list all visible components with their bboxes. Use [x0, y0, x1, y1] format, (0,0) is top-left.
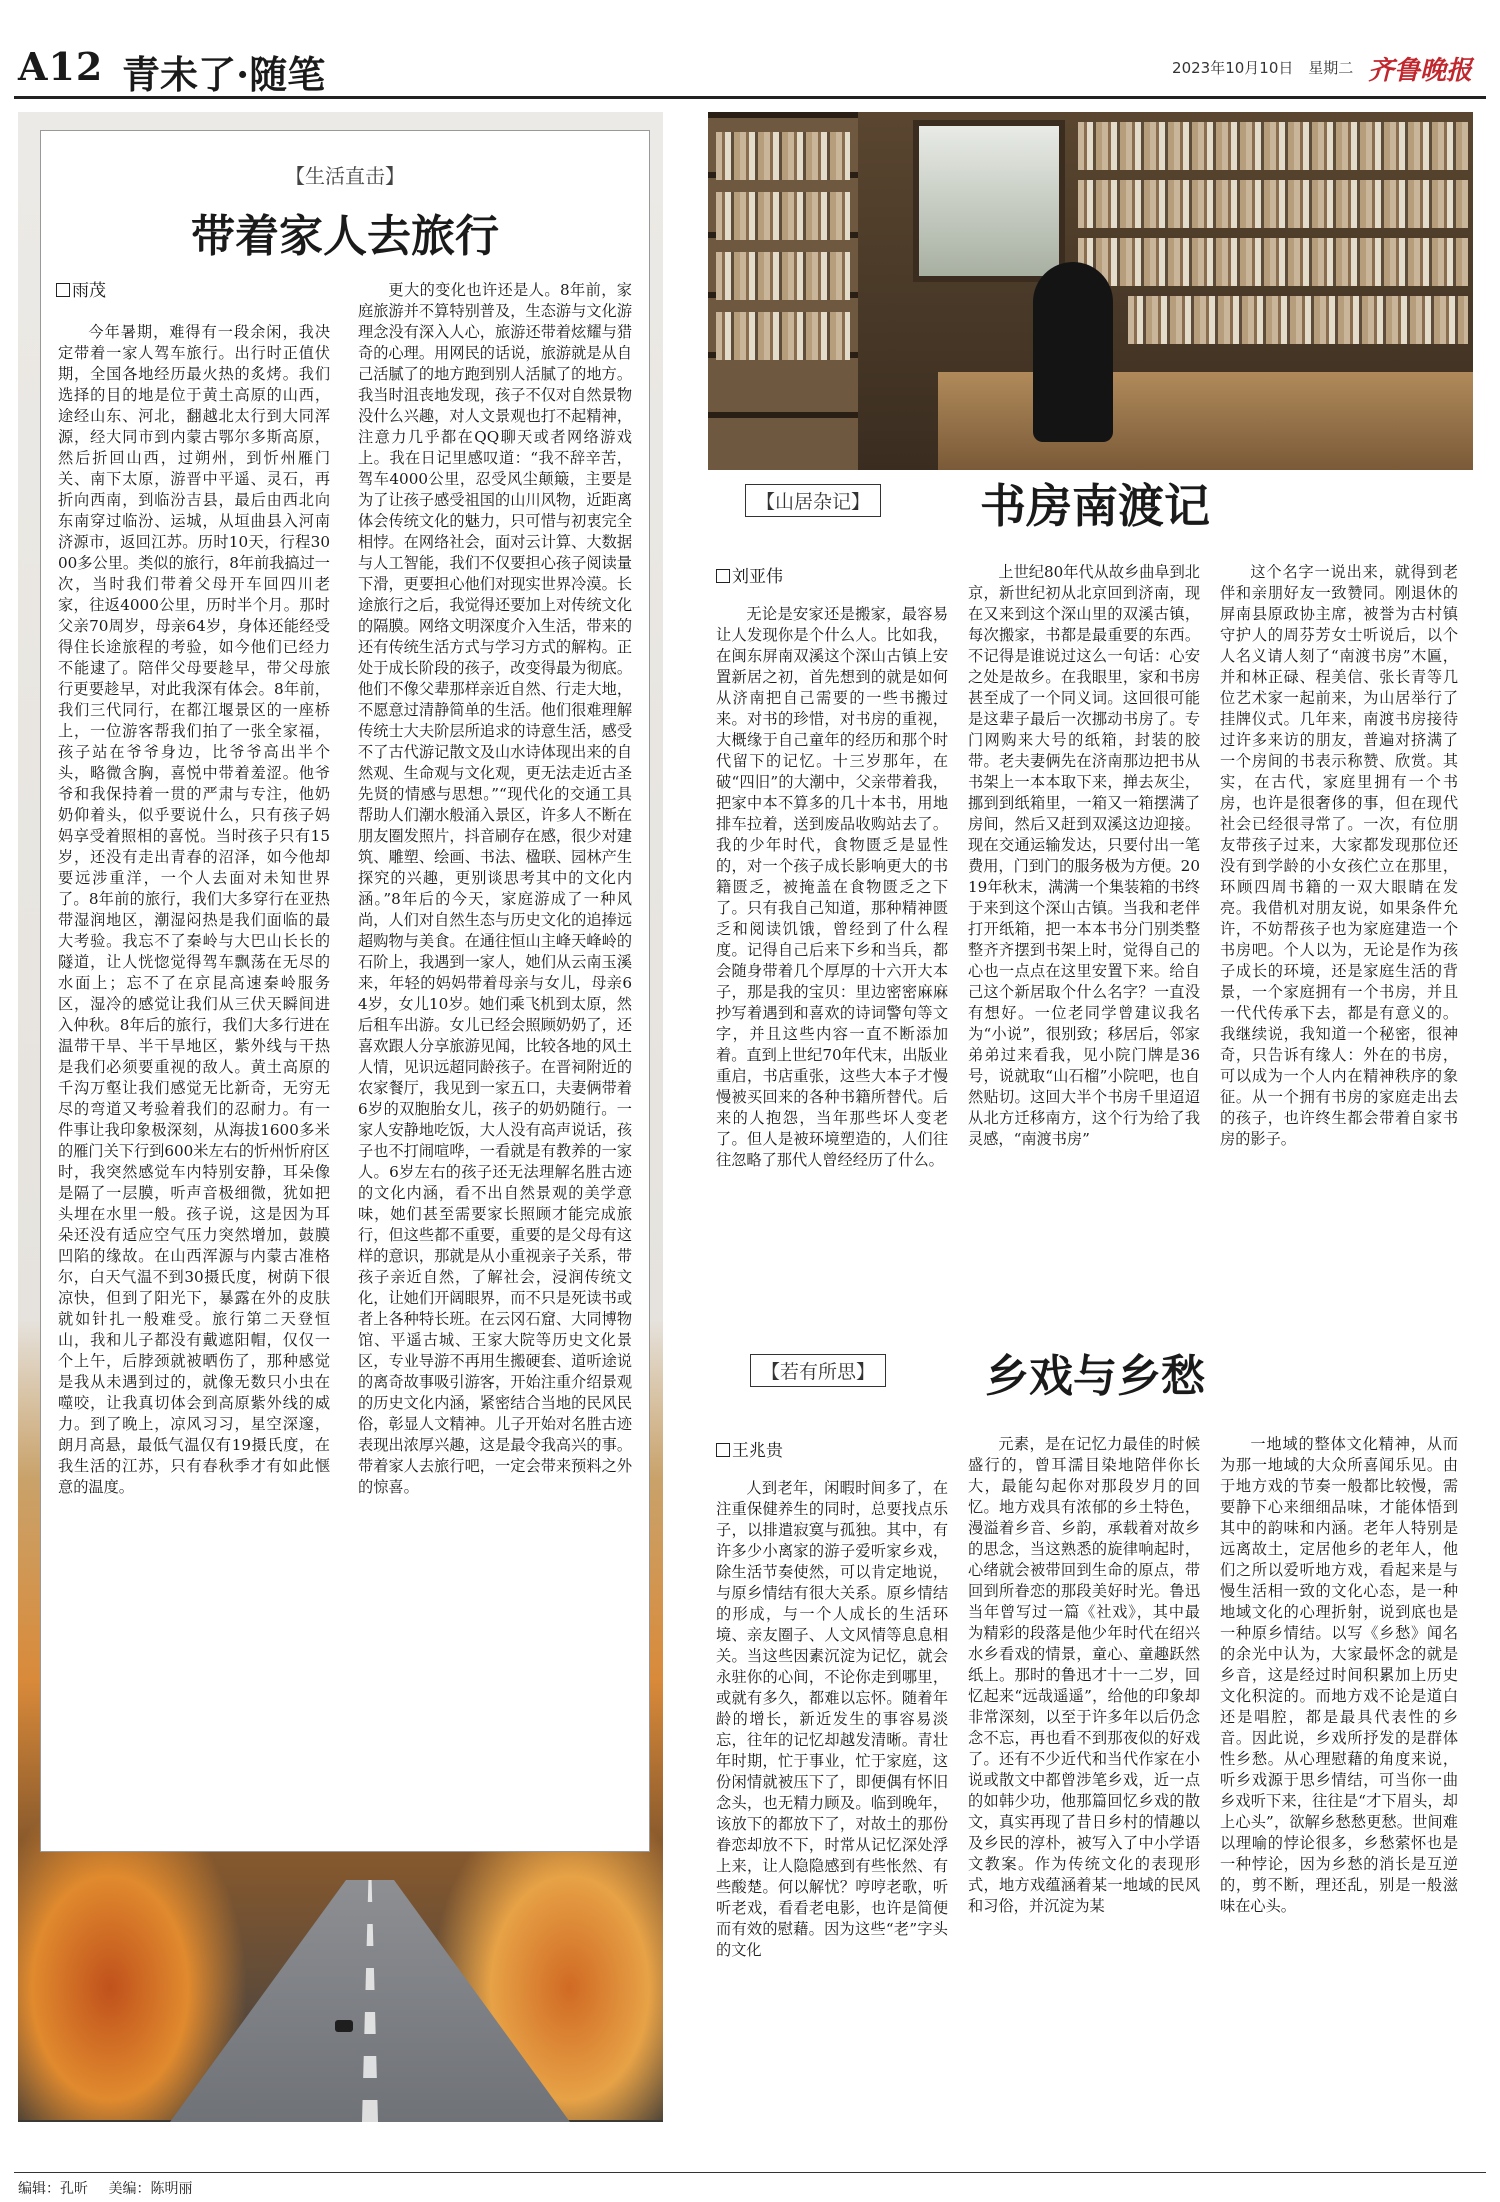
books-row — [1078, 238, 1468, 286]
window — [913, 120, 1065, 282]
article-travel-tag: 【生活直击】 — [285, 164, 405, 188]
car-image — [335, 2020, 353, 2032]
article-opera-tag-wrap — [750, 1354, 886, 1387]
books-row — [716, 132, 850, 180]
article-travel-column-1: 今年暑期，难得有一段余闲，我决定带着一家人驾车旅行。出行时正值伏期，全国各地经历最火热的炙烤。我们选择的目的地是位于黄土高原的山西，途经山东、河北，翻越北太行到大同浑源，经大同市到内蒙古鄂尔多斯高原，然后折回山西，过朔州，到忻州雁门关、南下太原，游晋中平遥、灵石，再折向西南，到临汾吉县，最后由西北向东南穿过临汾、运城，从垣曲县入河南济源市，返回江苏。历时10天，行程3000多公里。类似的旅行，8年前我搞过一次，当时我们带着父母开车回四川老家，往返4000公里，历时半个月。那时父亲70周岁，母亲64岁，身体还能经受得住长途旅程的考验，如今他们已经力不能逮了。陪伴父母要趁早，带父母旅行更要趁早，对此我深有体会。8年前，我们三代同行，在都江堰景区的一座桥上，一位游客帮我们拍了一张全家福，孩子站在爷爷身边，比爷爷高出半个头，略微含胸，喜悦中带着羞涩。他爷爷和我保持着一贯的严肃与专注，他奶奶仰着头，似乎要说什么，只有孩子妈妈享受着照相的喜悦。当时孩子只有15岁，还没有走出青春的沼泽，如今他却要远涉重洋，一个人去面对未知世界了。8年前的旅行，我们大多穿行在亚热带湿润地区，潮湿闷热是我们面临的最大考验。我忘不了秦岭与大巴山长长的隧道，让人恍惚觉得驾车飘荡在无尽的水面上；忘不了在京昆高速秦岭服务区，湿冷的感觉让我们从三伏天瞬间进入仲秋。8年后的旅行，我们大多行进在温带干旱、半干旱地区，紫外线与干热是我们必须要重视的敌人。黄土高原的千沟万壑让我们感觉无比新奇，无穷无尽的弯道又考验着我们的忍耐力。有一件事让我印象极深刻，从海拔1600多米的雁门关下行到600米左右的忻州忻府区时，我突然感觉车内特别安静，耳朵像是隔了一层膜，听声音极细微，犹如把头埋在水里一般。孩子说，这是因为耳朵还没有适应空气压力突然增加，鼓膜凹陷的缘故。在山西浑源与内蒙古准格尔，白天气温不到30摄氏度，树荫下很凉快，但到了阳光下，暴露在外的皮肤就如针扎一般难受。旅行第二天登恒山，我和儿子都没有戴遮阳帽，仅仅一个上午，后脖颈就被晒伤了，那种感觉是我从未遇到过的，就像无数只小虫在噬咬，让我真切体会到高原紫外线的威力。到了晚上，凉风习习，星空深邃，朗月高悬，最低气温仅有19摄氏度，在我生活的江苏，只有春秋季才有如此惬意的温度。 — [58, 323, 330, 1496]
section-title: 青未了·随笔 — [122, 52, 326, 97]
footer-credits — [18, 2178, 192, 2198]
wooden-desk — [938, 372, 1473, 470]
article-opera-column-3: 一地域的整体文化精神，从而为那一地域的大众所喜闻乐见。由于地方戏的节奏一般都比较慢，需要静下心来细细品味，才能体悟到其中的韵味和内涵。老年人特别是远离故土，定居他乡的老年人，他们之所以爱听地方戏，看起来是与慢生活相一致的文化心态，是一种地域文化的心理折射，说到底也是一种原乡情结。以写《乡愁》闻名的余光中认为，大家最怀念的就是乡音，这是经过时间积累加上历史文化积淀的。而地方戏不论是道白还是唱腔，都是最具代表性的乡音。因此说，乡戏所抒发的是群体性乡愁。从心理慰藉的角度来说，听乡戏源于思乡情结，可当你一曲乡戏听下来，往往是“才下眉头，却上心头”，欲解乡愁愁更愁。世间难以理喻的悖论很多，乡愁萦怀也是一种悖论，因为乡愁的消长是互逆的，剪不断，理还乱，别是一般滋味在心头。 — [1220, 1435, 1458, 1915]
article-opera-column-2: 元素，是在记忆力最佳的时候盛行的，曾耳濡目染地陪伴你长大，最能勾起你对那段岁月的回忆。地方戏具有浓郁的乡土特色，漫溢着乡音、乡韵，承载着对故乡的思念，当这熟悉的旋律响起时，心绪就会被带回到生命的原点，带回到所眷恋的那段美好时光。鲁迅当年曾写过一篇《社戏》，其中最为精彩的段落是他少年时代在绍兴水乡看戏的情景，童心、童趣跃然纸上。那时的鲁迅才十一二岁，回忆起来“远哉遥遥”，给他的印象却非常深刻，以至于许多年以后仍念念不忘，再也看不到那夜似的好戏了。还有不少近代和当代作家在小说或散文中都曾涉笔乡戏，近一点的如韩少功，他那篇回忆乡戏的散文，真实再现了昔日乡村的情趣以及乡民的淳朴，被写入了中小学语文教案。作为传统文化的表现形式，地方戏蕴涵着某一地域的民风和习俗，并沉淀为某 — [968, 1435, 1200, 1915]
byline-box-icon — [716, 569, 730, 583]
article-opera-tag: 【若有所思】 — [750, 1354, 886, 1387]
books-row — [1078, 122, 1468, 170]
masthead-info — [1172, 50, 1472, 87]
article-opera-column-1: 人到老年，闲暇时间多了，在注重保健养生的同时，总要找点乐子，以排遣寂寞与孤独。其中，有许多少小离家的游子爱听家乡戏，除生活节奏使然，可以肯定地说，与原乡情结有很大关系。原乡情结的形成，与一个人成长的生活环境、亲友圈子、人文风情等息息相关。当这些因素沉淀为记忆，就会永驻你的心间，不论你走到哪里，或就有多久，都难以忘怀。随着年龄的增长，新近发生的事容易淡忘，往年的记忆却越发清晰。青壮年时期，忙于事业，忙于家庭，这份闲情就被压下了，即便偶有怀旧念头，也无精力顾及。临到晚年，该放下的都放下了，对故土的那份眷恋却放不下，时常从记忆深处浮上来，让人隐隐感到有些怅然、有些酸楚。何以解忧？哼哼老歌，听听老戏，看看老电影，也许是简便而有效的慰藉。因为这些“老”字头的文化 — [716, 1479, 948, 1959]
article-opera-byline — [716, 1436, 783, 1461]
issue-weekday: 星期二 — [1308, 59, 1354, 77]
page-number: A12 — [18, 44, 104, 89]
article-study-byline — [716, 562, 783, 587]
article-travel-author: 雨茂 — [72, 281, 106, 301]
reader-figure — [1033, 262, 1113, 442]
footer-rule — [14, 2172, 1486, 2173]
newspaper-logo: 齐鲁晚报 — [1367, 56, 1472, 86]
article-opera-title: 乡戏与乡愁 — [985, 1351, 1205, 1402]
books-row — [716, 192, 850, 240]
article-study-tag-wrap — [745, 484, 881, 517]
article-study-author: 刘亚伟 — [732, 567, 783, 587]
editor-credit: 编辑：孔昕 — [18, 2181, 88, 2197]
issue-date: 2023年10月10日 — [1172, 59, 1294, 77]
byline-box-icon — [716, 1443, 730, 1457]
article-study-title: 书房南渡记 — [980, 479, 1210, 533]
article-study-tag: 【山居杂记】 — [745, 484, 881, 517]
article-study-column-3: 这个名字一说出来，就得到老伴和亲朋好友一致赞同。刚退休的屏南县原政协主席，被誉为古村镇守护人的周芬芳女士听说后，以个人名义请人刻了“南渡书房”木匾，并和林正碌、程美信、张长青等几位艺术家一起前来，为山居举行了挂牌仪式。几年来，南渡书房接待过许多来访的朋友，普遍对挤满了一个房间的书表示称赞、欣赏。其实，在古代，家庭里拥有一个书房，也许是很奢侈的事，但在现代社会已经很寻常了。一次，有位朋友带孩子过来，大家都发现那位还没有到学龄的小女孩伫立在那里，环顾四周书籍的一双大眼睛在发亮。我借机对朋友说，如果条件允许，不妨帮孩子也为家庭建造一个书房吧。个人以为，无论是作为孩子成长的环境，还是家庭生活的背景，一个家庭拥有一个书房，并且一代代传承下去，都是有意义的。我继续说，我知道一个秘密，很神奇，只告诉有缘人：外在的书房，可以成为一个人内在精神秩序的象征。从一个拥有书房的家庭走出去的孩子，也许终生都会带着自家书房的影子。 — [1220, 563, 1458, 1148]
byline-box-icon — [56, 283, 70, 297]
books-row — [1128, 296, 1468, 344]
books-row — [716, 252, 850, 300]
article-travel-column-2: 更大的变化也许还是人。8年前，家庭旅游并不算特别普及，生态游与文化游理念没有深入人心，旅游还带着炫耀与猎奇的心理。用网民的话说，旅游就是从自己活腻了的地方跑到别人活腻了的地方。我当时沮丧地发现，孩子不仅对自然景物没什么兴趣，对人文景观也打不起精神，注意力几乎都在QQ聊天或者网络游戏上。我在日记里感叹道：“我不辞辛苦，驾车4000公里，忍受风尘颠簸，主要是为了让孩子感受祖国的山川风物，近距离体会传统文化的魅力，只可惜与初衷完全相悖。在网络社会，面对云计算、大数据与人工智能，我们不仅要担心孩子阅读量下滑，更要担心他们对现实世界冷漠。长途旅行之后，我觉得还要加上对传统文化的隔膜。网络文明深度介入生活，带来的还有传统生活方式与学习方式的解构。正处于成长阶段的孩子，改变得最为彻底。他们不像父辈那样亲近自然、行走大地，不愿意过清静简单的生活。他们很难理解传统士大夫阶层所追求的诗意生活，感受不了古代游记散文及山水诗体现出来的自然观、生命观与文化观，更无法走近古圣先贤的情感与思想。”“现代化的交通工具帮助人们潮水般涌入景区，许多人不断在朋友圈发照片，抖音刷存在感，很少对建筑、雕塑、绘画、书法、楹联、园林产生探究的兴趣，更别谈思考其中的文化内涵。”8年后的今天，家庭游成了一种风尚，人们对自然生态与历史文化的追捧远超购物与美食。在通往恒山主峰天峰岭的石阶上，我遇到一家人，她们从云南玉溪来，年轻的妈妈带着母亲与女儿，母亲64岁，女儿10岁。她们乘飞机到太原，然后租车出游。女儿已经会照顾奶奶了，还喜欢跟人分享旅游见闻，比较各地的风土人情，见识远超同龄孩子。在晋祠附近的农家餐厅，我见到一家五口，夫妻俩带着6岁的双胞胎女儿，孩子的奶奶随行。一家人安静地吃饭，大人没有高声说话，孩子也不打闹喧哗，一看就是有教养的一家人。6岁左右的孩子还无法理解名胜古迹的文化内涵，看不出自然景观的美学意味，她们甚至需要家长照顾才能完成旅行，但这些都不重要，重要的是父母有这样的意识，那就是从小重视亲子关系，带孩子亲近自然，了解社会，浸润传统文化，让她们开阔眼界，而不只是死读书或者上各种特长班。在云冈石窟、大同博物馆、平遥古城、王家大院等历史文化景区，专业导游不再用生搬硬套、道听途说的离奇故事吸引游客，开始注重介绍景观的历史文化内涵，紧密结合当地的民风民俗，彰显人文精神。儿子开始对名胜古迹表现出浓厚兴趣，这是最令我高兴的事。带着家人去旅行吧，一定会带来预料之外的惊喜。 — [358, 281, 632, 1496]
article-travel-byline — [56, 276, 106, 301]
bookroom-photo — [708, 112, 1473, 470]
header-rule — [14, 96, 1486, 99]
article-study-column-2: 上世纪80年代从故乡曲阜到北京，新世纪初从北京回到济南，现在又来到这个深山里的双溪古镇，每次搬家，书都是最重要的东西。不记得是谁说过这么一句话：心安之处是故乡。在我眼里，家和书房甚至成了一个同义词。这回很可能是这辈子最后一次挪动书房了。专门网购来大号的纸箱，封装的胶带。老夫妻俩先在济南那边把书从书架上一本本取下来，掸去灰尘，挪到到纸箱里，一箱又一箱摆满了房间，然后又赶到双溪这边迎接。现在交通运输发达，只要付出一笔费用，门到门的服务极为方便。2019年秋末，满满一个集装箱的书终于来到这个深山古镇。当我和老伴打开纸箱，把一本本书分门别类整整齐齐摆到书架上时，觉得自己的心也一点点在这里安置下来。给自己这个新居取个什么名字？一直没有想好。一位老同学曾建议我名为“小说”，很别致；移居后，邻家弟弟过来看我，见小院门牌是36号，说就取“山石榴”小院吧，也自然贴切。这回大半个书房千里迢迢从北方迁移南方，这个行为给了我灵感，“南渡书房” — [968, 563, 1200, 1148]
books-row — [716, 312, 850, 360]
article-travel-title: 带着家人去旅行 — [191, 211, 499, 262]
designer-credit: 美编：陈明丽 — [108, 2181, 193, 2197]
books-row — [1078, 180, 1468, 228]
article-opera-author: 王兆贵 — [732, 1441, 783, 1461]
article-study-column-1: 无论是安家还是搬家，最容易让人发现你是个什么人。比如我，在闽东屏南双溪这个深山古镇上安置新居之初，首先想到的就是如何从济南把自己需要的一些书搬过来。对书的珍惜，对书房的重视，大概缘于自己童年的经历和那个时代留下的记忆。十三岁那年，在破“四旧”的大潮中，父亲带着我，把家中本不算多的几十本书，用地排车拉着，送到废品收购站去了。我的少年时代，食物匮乏是显性的，对一个孩子成长影响更大的书籍匮乏，被掩盖在食物匮乏之下了。只有我自己知道，那种精神匮乏和阅读饥饿，曾经到了什么程度。记得自己后来下乡和当兵，都会随身带着几个厚厚的十六开大本子，那是我的宝贝：里边密密麻麻抄写着遇到和喜欢的诗词警句等文字，并且这些内容一直不断添加着。直到上世纪70年代末，出版业重启，书店重张，这些大本子才慢慢被买回来的各种书籍所替代。后来的人抱怨，当年那些坏人变老了。但人是被环境塑造的，人们往往忽略了那代人曾经经历了什么。 — [716, 605, 948, 1169]
